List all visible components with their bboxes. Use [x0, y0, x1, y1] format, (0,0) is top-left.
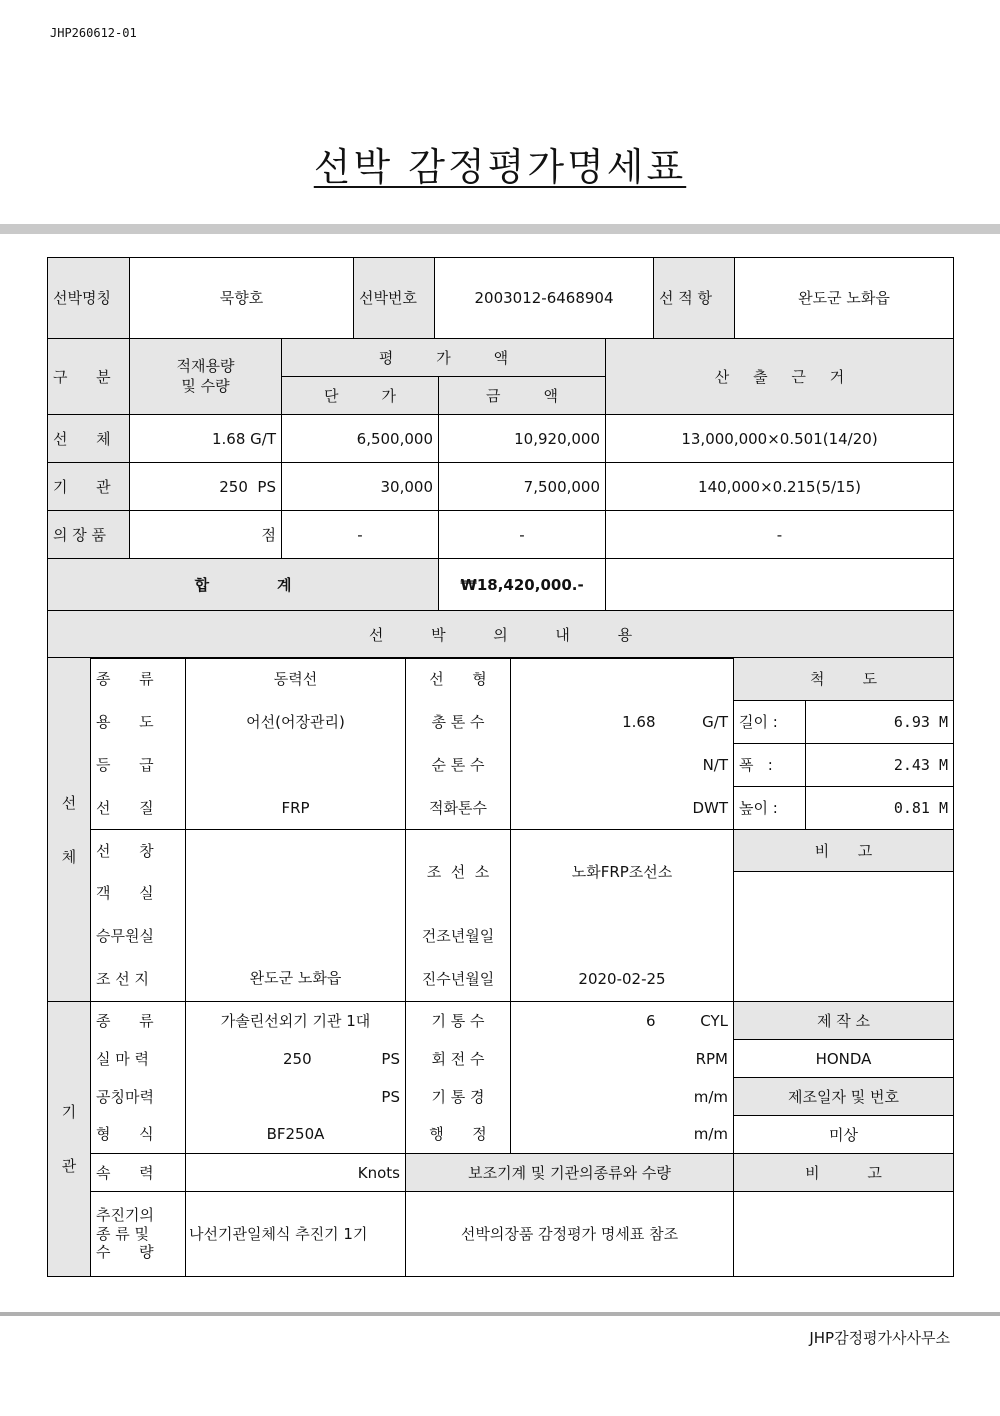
document-id: JHP260612-01 [50, 26, 137, 40]
cylinders-value: 6 [511, 1002, 661, 1040]
engine-section-label: 기 관 [48, 1002, 91, 1277]
stroke-label: 행 정 [406, 1116, 511, 1154]
mfg-date-value: 미상 [734, 1116, 954, 1154]
dwt-label: 적화톤수 [406, 787, 511, 830]
dimensions-header: 척 도 [734, 658, 954, 701]
bore-unit: m/m [661, 1078, 734, 1116]
hull-shape-label: 선 형 [406, 658, 511, 701]
engine-remark-value [734, 1192, 954, 1277]
gross-tonnage-value: 1.68 [511, 701, 661, 744]
crew-room-label: 승무원실 [91, 915, 186, 958]
engine-type-label: 종 류 [91, 1002, 186, 1040]
equipment-amount: - [439, 511, 606, 559]
sum-label: 합 계 [48, 559, 439, 611]
hull-remark-header: 비 고 [734, 830, 954, 872]
builder-label: 조 선 소 [406, 830, 511, 915]
engine-row-label: 기 관 [48, 463, 130, 511]
total-amount-header: 금 액 [439, 377, 606, 415]
built-date-label: 건조년월일 [406, 915, 511, 958]
width-label: 폭 : [734, 744, 806, 787]
engine-type-value: 가솔린선외기 기관 1대 [186, 1002, 406, 1040]
capacity-header: 적재용량 및 수량 [130, 339, 282, 415]
rpm-unit: RPM [661, 1040, 734, 1078]
hull-shape-unit [661, 658, 734, 701]
hull-shape-value [511, 658, 661, 701]
vessel-name-label: 선박명칭 [48, 258, 130, 339]
hull-row-label: 선 체 [48, 415, 130, 463]
stroke-value [511, 1116, 661, 1154]
office-name: JHP감정평가사사무소 [809, 1329, 950, 1347]
hull-remark-value [734, 872, 954, 1002]
length-value: 6.93 M [806, 701, 954, 744]
hull-section-label: 선 체 [48, 658, 91, 1002]
unit-price-header: 단 가 [282, 377, 439, 415]
net-tonnage-value [511, 744, 661, 787]
hull-unit-price: 6,500,000 [282, 415, 439, 463]
valuation-table [47, 338, 954, 659]
port-label: 선 적 항 [654, 258, 735, 339]
vessel-number-value: 2003012-6468904 [435, 258, 654, 339]
dwt-value [511, 787, 661, 830]
vessel-name-value: 묵향호 [130, 258, 354, 339]
engine-amount: 7,500,000 [439, 463, 606, 511]
propulsion-label: 추진기의 종 류 및 수 량 [91, 1192, 186, 1277]
equipment-unit-price: - [282, 511, 439, 559]
hull-qty: 1.68 G/T [130, 415, 282, 463]
net-tonnage-label: 순 톤 수 [406, 744, 511, 787]
bore-value [511, 1078, 661, 1116]
gross-tonnage-label: 총 톤 수 [406, 701, 511, 744]
shipyard-site-value: 완도군 노화읍 [186, 830, 406, 1002]
rpm-value [511, 1040, 661, 1078]
engine-qty: 250 PS [130, 463, 282, 511]
engine-unit-price: 30,000 [282, 463, 439, 511]
category-header: 구 분 [48, 339, 130, 415]
propulsion-value: 나선기관일체식 추진기 1기 [186, 1192, 406, 1277]
engine-model-label: 형 식 [91, 1116, 186, 1154]
hull-amount: 10,920,000 [439, 415, 606, 463]
equipment-qty: 점 [130, 511, 282, 559]
engine-model-value: BF250A [186, 1116, 406, 1154]
details-table [47, 657, 954, 1277]
hull-use-value: 어선(어장관리) [186, 701, 406, 744]
cylinders-label: 기 통 수 [406, 1002, 511, 1040]
hatch-label: 선 창 [91, 830, 186, 872]
launch-date-value: 2020-02-25 [511, 958, 734, 1002]
basis-header: 산 출 근 거 [606, 339, 954, 415]
height-label: 높이 : [734, 787, 806, 830]
cabin-label: 객 실 [91, 872, 186, 915]
bottom-divider [0, 1312, 1000, 1316]
hull-grade-label: 등 급 [91, 744, 186, 787]
hull-grade-value [186, 744, 406, 787]
sum-value: ₩18,420,000.- [439, 559, 606, 611]
built-date-value [511, 915, 734, 958]
port-value: 완도군 노화읍 [735, 258, 954, 339]
length-label: 길이 : [734, 701, 806, 744]
speed-unit: Knots [186, 1154, 406, 1192]
shipyard-site-label: 조 선 지 [91, 958, 186, 1002]
hull-material-label: 선 질 [91, 787, 186, 830]
hull-type-value: 동력선 [186, 658, 406, 701]
bore-label: 기 통 경 [406, 1078, 511, 1116]
height-value: 0.81 M [806, 787, 954, 830]
builder-value: 노화FRP조선소 [511, 830, 734, 915]
top-divider [0, 224, 1000, 234]
sum-blank [606, 559, 954, 611]
engine-power-label: 실 마 력 [91, 1040, 186, 1078]
maker-value: HONDA [734, 1040, 954, 1078]
nominal-power-unit: PS [186, 1078, 406, 1116]
valuation-amount-header: 평 가 액 [282, 339, 606, 377]
maker-header: 제 작 소 [734, 1002, 954, 1040]
speed-label: 속 력 [91, 1154, 186, 1192]
cylinders-unit: CYL [661, 1002, 734, 1040]
rpm-label: 회 전 수 [406, 1040, 511, 1078]
engine-power-value: 250 [283, 1049, 312, 1068]
net-tonnage-unit: N/T [661, 744, 734, 787]
hull-material-value: FRP [186, 787, 406, 830]
engine-basis: 140,000×0.215(5/15) [606, 463, 954, 511]
page-title-text: 선박 감정평가명세표 [313, 145, 687, 189]
mfg-date-header: 제조일자 및 번호 [734, 1078, 954, 1116]
launch-date-label: 진수년월일 [406, 958, 511, 1002]
vessel-number-label: 선박번호 [354, 258, 435, 339]
aux-machinery-header: 보조기계 및 기관의종류와 수량 [406, 1154, 734, 1192]
width-value: 2.43 M [806, 744, 954, 787]
dwt-unit: DWT [661, 787, 734, 830]
details-title: 선 박 의 내 용 [48, 611, 954, 659]
gross-tonnage-unit: G/T [661, 701, 734, 744]
hull-use-label: 용 도 [91, 701, 186, 744]
engine-power-unit: PS [381, 1049, 400, 1068]
page-title [0, 136, 1000, 191]
vessel-header-table [47, 257, 954, 339]
equipment-row-label: 의 장 품 [48, 511, 130, 559]
engine-remark-header: 비 고 [734, 1154, 954, 1192]
aux-machinery-value: 선박의장품 감정평가 명세표 참조 [406, 1192, 734, 1277]
hull-basis: 13,000,000×0.501(14/20) [606, 415, 954, 463]
stroke-unit: m/m [661, 1116, 734, 1154]
hull-type-label: 종 류 [91, 658, 186, 701]
equipment-basis: - [606, 511, 954, 559]
nominal-power-label: 공칭마력 [91, 1078, 186, 1116]
